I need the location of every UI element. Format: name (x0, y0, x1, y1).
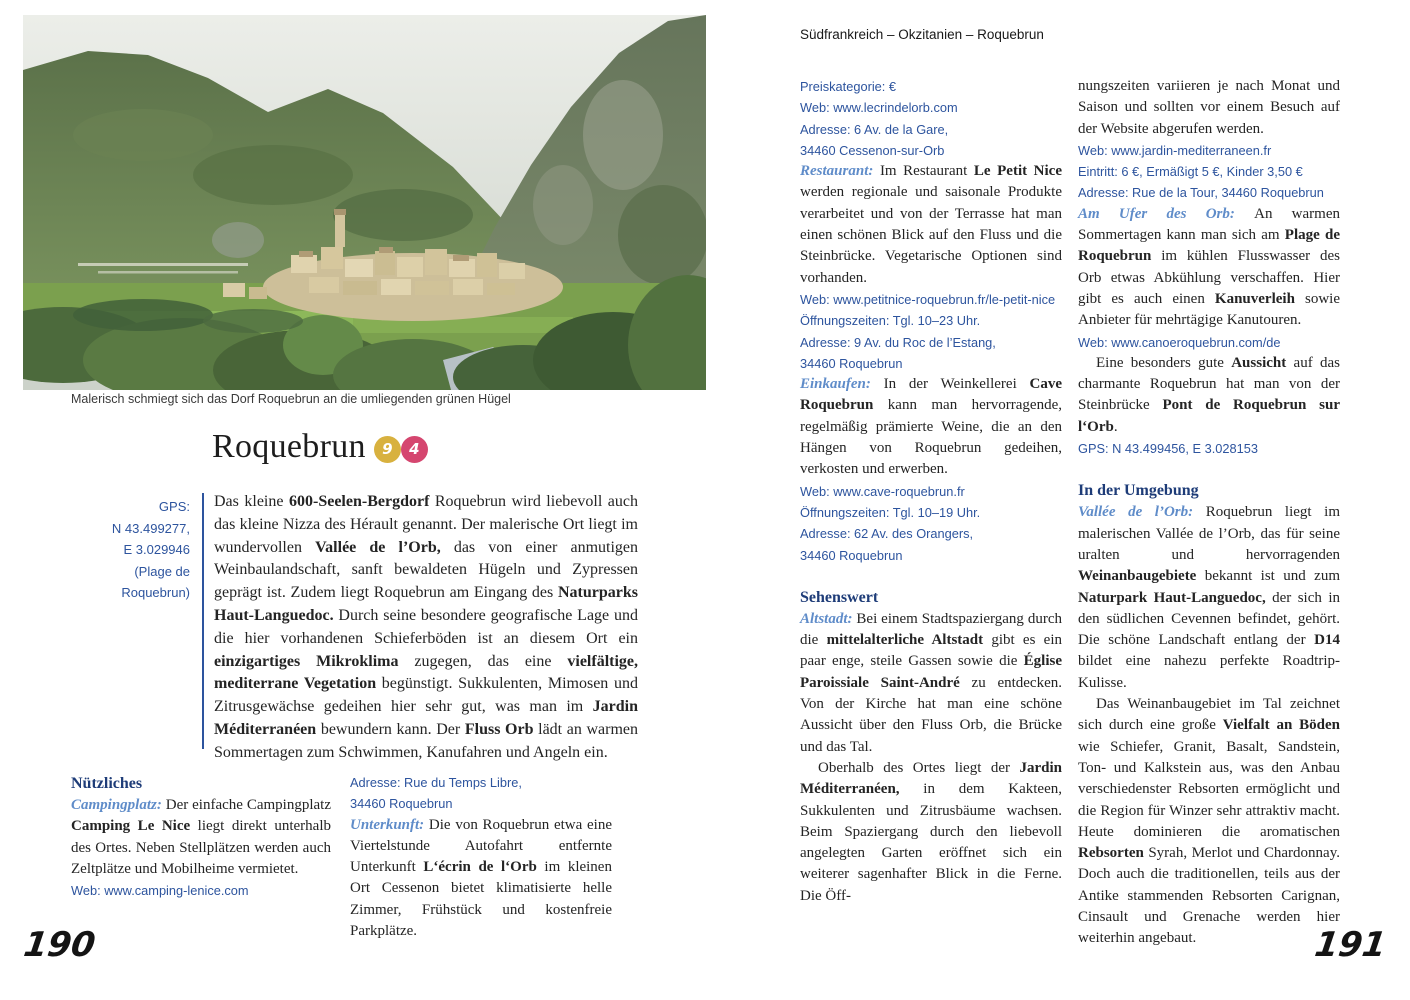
entry-label: Campingplatz: (71, 797, 166, 813)
text-run: L‘écrin de l‘Orb (423, 859, 537, 876)
text-run: Oberhalb des Ortes liegt der (818, 759, 1020, 776)
spacer (800, 566, 1062, 586)
text-run: Im Restaurant (879, 163, 974, 180)
info-line: Adresse: 9 Av. du Roc de l’Estang, (800, 334, 996, 350)
text-run: Das kleine (214, 493, 289, 510)
text-run: werden regionale und saisonale Produkte verarbeitet und von der Terrasse hat man einen schönen Blick auf den Fluss und die Steinbrücke. Vegetarische Optionen sind vorhanden. (800, 184, 1062, 286)
text-run: vielfältige, mediterrane Vegetation (214, 652, 639, 693)
text-run: Syrah, Merlot und Chardonnay. Doch auch die traditionellen, teils aus der Antike stammenden Rebsorten Carignan, Cinsault und Grenache werden hier weiterhin angebaut. (1078, 845, 1340, 947)
text-run: Camping Le Nice (71, 818, 191, 835)
entry-label: Altstadt: (800, 610, 857, 627)
text-run: Bei einem Stadtspaziergang durch die (800, 610, 1062, 649)
text-run: 600-Seelen-Bergdorf (288, 493, 430, 510)
text-run: begünstigt. Sukkulenten, Mimosen und Zitrusgewächse gedeihen hier sehr gut, was man im (214, 675, 638, 716)
text-run: liegt direkt unterhalb des Ortes. Neben Stellplätzen werden auch Zeltplätze und Mobilheime vermietet. (71, 818, 331, 877)
text-run: auf das charmante Roquebrun hat man von der Steinbrücke (1078, 354, 1340, 414)
article-title-row (212, 428, 428, 466)
text-run: Roquebrun wird liebevoll auch das kleine Nizza des Hérault genannt. Der malerische Ort liegt im wundervollen (214, 493, 638, 556)
info-line: 34460 Roquebrun (800, 547, 903, 563)
photo-caption: Malerisch schmiegt sich das Dorf Roquebrun an die umliegenden grünen Hügel (71, 392, 511, 406)
left-page-column-1 (71, 772, 331, 901)
info-line: Eintritt: 6 €, Ermäßigt 5 €, Kinder 3,50 € (1078, 164, 1303, 180)
text-run: Rebsorten (1078, 845, 1144, 862)
body-paragraph (214, 491, 638, 765)
text-run: gibt es ein paar enge, steile Gassen sowie die (800, 632, 1062, 670)
info-line: Öffnungszeiten: Tgl. 10–19 Uhr. (800, 504, 981, 520)
title-badge: 9 (374, 436, 401, 463)
text-run: An warmen Sommertagen kann man sich am (1078, 205, 1340, 244)
vertical-rule (202, 493, 204, 749)
entry-label: Restaurant: (800, 163, 880, 180)
page-number-right: 191 (1312, 925, 1389, 965)
body-paragraph (1078, 502, 1340, 694)
text-run: In der Weinkellerei (883, 376, 1030, 393)
text-run: Jardin Méditerranéen (214, 698, 638, 738)
page-title: Roquebrun (212, 428, 366, 465)
body-paragraph (1078, 353, 1340, 438)
section-heading: Nützliches (71, 775, 143, 792)
text-run: Durch seine besondere geografische Lage und die hier vorhandenen Schieferböden ist an diesem Ort ein (214, 606, 638, 647)
text-run: bewundern kann. Der (316, 720, 465, 738)
section-heading: In der Umgebung (1078, 482, 1199, 500)
page-number-left: 190 (21, 925, 98, 965)
info-line: Adresse: 6 Av. de la Gare, (800, 121, 949, 137)
text-run: lädt an warmen Sommertagen zum Schwimmen, Kanufahren und Angeln ein. (214, 720, 638, 761)
photo-roquebrun-village (23, 15, 706, 390)
text-run: sowie Anbieter für mehrtägige Kanutouren. (1078, 290, 1340, 329)
text-run: Fluss Orb (464, 720, 534, 738)
gps-sidebar (40, 496, 190, 604)
entry-label: Vallée de l’Orb: (1078, 504, 1206, 521)
intro-paragraph (214, 491, 638, 765)
text-run: Le Petit Nice (973, 163, 1062, 180)
text-run: Pont de Roquebrun sur l‘Orb (1078, 397, 1340, 435)
body-paragraph (1078, 694, 1340, 950)
body-paragraph (1078, 76, 1340, 140)
body-paragraph (800, 161, 1062, 289)
text-run: im kleinen Ort Cessenon bietet klimatisierte helle Zimmer, Frühstück und kostenfreie Parkplätze. (350, 859, 612, 940)
body-paragraph (800, 374, 1062, 480)
text-run: Das Weinanbaugebiet im Tal zeichnet sich durch eine große (1078, 696, 1340, 734)
text-run: Cave Roquebrun (800, 376, 1062, 414)
info-line: Web: www.camping-lenice.com (71, 883, 249, 899)
left-page-column-2 (350, 772, 612, 942)
entry-label: Am Ufer des Orb: (1078, 205, 1255, 222)
text-run: Weinanbaugebiete (1078, 568, 1197, 585)
info-line: Roquebrun) (121, 585, 190, 600)
text-run: zu entdecken. Von der Kirche hat man eine schöne Aussicht über den Fluss Orb, die Brücke und das Tal. (800, 674, 1062, 755)
info-line: GPS: (158, 499, 190, 514)
text-run: Naturparks Haut-Languedoc. (214, 584, 638, 624)
text-run: Kanuverleih (1214, 290, 1295, 307)
running-head: Südfrankreich – Okzitanien – Roquebrun (800, 27, 1044, 42)
text-run: bildet eine nahezu perfekte Roadtrip-Kulisse. (1078, 653, 1340, 691)
info-line: Adresse: 62 Av. des Orangers, (800, 526, 974, 542)
info-line: E 3.029946 (123, 542, 190, 557)
info-line: 34460 Cessenon-sur-Orb (800, 142, 945, 158)
info-line: Adresse: Rue de la Tour, 34460 Roquebrun (1078, 185, 1324, 201)
body-paragraph (350, 815, 612, 943)
title-badges (374, 434, 428, 461)
body-paragraph (71, 795, 331, 880)
info-line: GPS: N 43.499456, E 3.028153 (1078, 441, 1258, 457)
section-heading: Sehenswert (800, 588, 879, 606)
info-line: Web: www.canoeroquebrun.com/de (1078, 334, 1281, 350)
text-run: D14 (1314, 632, 1340, 649)
text-run: wie Schiefer, Granit, Basalt, Sandstein, Ton- und Kalkstein aus, was den Anbau verschiedenster Rebsorten ermöglicht und die Region für Winzer sehr attraktiv macht. Heute dominieren die aromatischen (1078, 738, 1340, 840)
text-run: kann man hervorragende, regelmäßig prämierte Weine, die an den Hängen von Roquebrun gedeihen, verkosten und erwerben. (800, 397, 1062, 478)
text-run: Eine besonders gute (1096, 354, 1232, 371)
info-line: Web: www.cave-roquebrun.fr (800, 483, 965, 499)
text-run: . (1113, 418, 1118, 435)
right-page-column-2 (1078, 76, 1340, 950)
text-run: Vallée de l’Orb, (315, 538, 441, 556)
text-run: Naturpark Haut-Languedoc, (1078, 589, 1266, 606)
text-run: Jardin Méditerranéen, (800, 759, 1062, 798)
info-line: 34460 Roquebrun (350, 796, 453, 812)
info-line: Öffnungszeiten: Tgl. 10–23 Uhr. (800, 313, 981, 329)
body-paragraph (1078, 204, 1340, 332)
info-line: Web: www.lecrindelorb.com (800, 100, 958, 116)
text-run: nungszeiten variieren je nach Monat und Saison und sollten vor einem Besuch auf der Website abgerufen werden. (1078, 78, 1340, 137)
text-run: Plage de Roquebrun (1078, 227, 1340, 265)
text-run: einzigartiges Mikroklima (214, 652, 399, 670)
right-page-column-1 (800, 76, 1062, 907)
text-run: mittelalterliche Altstadt (826, 632, 984, 649)
text-run: Église Paroissiale Saint-André (800, 653, 1062, 691)
body-paragraph (800, 758, 1062, 907)
info-line: N 43.499277, (111, 520, 190, 536)
text-run: im kühlen Flusswasser des Orb etwas Abkühlung verschaffen. Hier gibt es auch einen (1078, 248, 1340, 307)
body-paragraph (800, 609, 1062, 758)
text-run: Der einfache Campingplatz (165, 797, 331, 813)
entry-label: Einkaufen: (800, 376, 884, 393)
info-line: Preiskategorie: € (800, 79, 897, 94)
info-line: Adresse: Rue du Temps Libre, (350, 775, 522, 790)
text-run: Vielfalt an Böden (1222, 717, 1340, 734)
text-run: bekannt ist und zum (1196, 568, 1340, 585)
text-run: das von einer anmutigen Weinbaulandschaft, sanft bewaldeten Hügeln und Zypressen geprägt ist. Zudem liegt Roquebrun am Eingang des (214, 538, 638, 602)
info-line: 34460 Roquebrun (800, 355, 903, 371)
text-run: zugegen, das eine (398, 652, 568, 670)
entry-label: Unterkunft: (350, 816, 429, 833)
info-line: Web: www.petitnice-roquebrun.fr/le-petit-nice (800, 291, 1056, 307)
info-line: Web: www.jardin-mediterraneen.fr (1078, 142, 1272, 158)
text-run: der sich in den südlichen Cevennen befindet, gehört. Die schöne Landschaft entlang der (1078, 589, 1340, 649)
text-run: in dem Kakteen, Sukkulenten und Zitrusbäume wachsen. Beim Spaziergang durch den liebevoll angelegten Garten eröffnet sich ein weiterer sagenhafter Blick in die Ferne. Die Öff- (800, 781, 1062, 904)
text-run: Die von Roquebrun etwa eine Viertelstunde Autofahrt entfernte Unterkunft (350, 816, 612, 876)
spacer (1078, 459, 1340, 479)
text-run: Aussicht (1231, 354, 1287, 371)
title-badge: 4 (401, 436, 428, 463)
info-line: (Plage de (134, 563, 190, 579)
landscape-illustration (23, 15, 706, 390)
text-run: Roquebrun liegt im malerischen Vallée de l’Orb, das für seine uralten und hervorragenden (1078, 504, 1340, 563)
